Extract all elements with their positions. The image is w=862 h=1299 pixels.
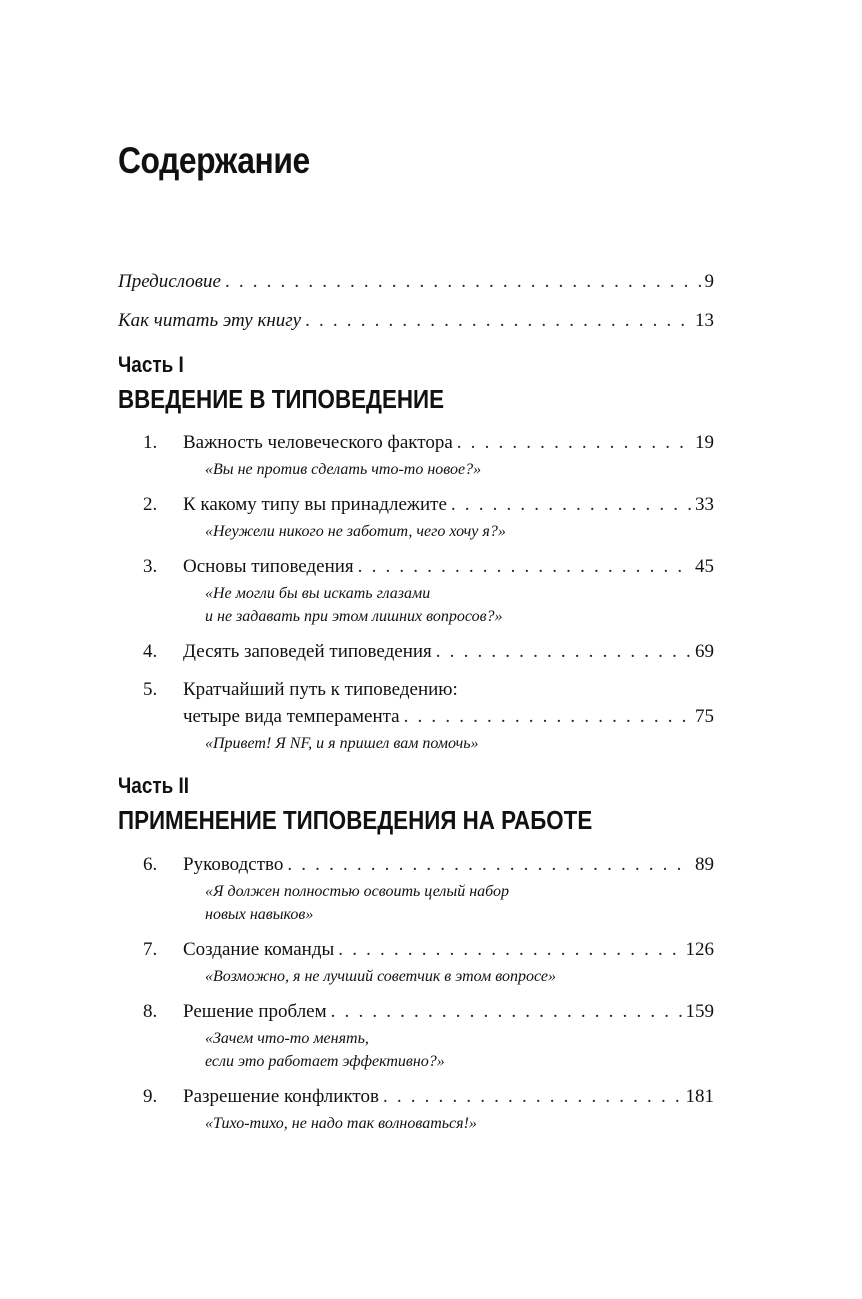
toc-chapter-entry[interactable] (183, 555, 714, 579)
toc-chapter-entry[interactable] (183, 938, 714, 962)
dot-leader (338, 938, 681, 962)
chapter-title: четыре вида темперамента (183, 706, 400, 727)
toc-chapter-entry[interactable] (183, 705, 714, 729)
dot-leader (383, 1085, 682, 1109)
toc-page-number: 9 (704, 271, 714, 292)
dot-leader (305, 309, 691, 333)
toc-page-number: 159 (685, 1001, 714, 1022)
part-label: Часть I (118, 352, 184, 377)
chapter-number: 2. (143, 494, 158, 515)
chapter-subtitle: и не задавать при этом лишних вопросов?» (205, 608, 503, 625)
chapter-subtitle: «Привет! Я NF, и я пришел вам помочь» (205, 735, 479, 752)
chapter-title: Руководство (183, 854, 284, 875)
dot-leader (404, 705, 691, 729)
toc-entry-title: Предисловие (118, 271, 221, 292)
toc-entry-preface[interactable] (118, 270, 714, 294)
chapter-number: 1. (143, 432, 158, 453)
chapter-title: Разрешение конфликтов (183, 1086, 379, 1107)
chapter-subtitle: «Зачем что-то менять, (205, 1030, 369, 1047)
toc-chapter-entry[interactable] (183, 1000, 714, 1024)
dot-leader (436, 640, 691, 664)
toc-page-number: 69 (695, 641, 714, 662)
part-label: Часть II (118, 773, 190, 798)
toc-page-number: 126 (685, 939, 714, 960)
chapter-subtitle: «Не могли бы вы искать глазами (205, 585, 431, 602)
chapter-subtitle: «Возможно, я не лучший советчик в этом вопросе» (205, 968, 556, 985)
toc-page-number: 19 (695, 432, 714, 453)
dot-leader (331, 1000, 682, 1024)
toc-page-number: 45 (695, 556, 714, 577)
toc-chapter-entry[interactable] (183, 493, 714, 517)
chapter-title: Десять заповедей типоведения (183, 641, 432, 662)
chapter-number: 4. (143, 641, 158, 662)
toc-chapter-entry[interactable] (183, 1085, 714, 1109)
dot-leader (287, 853, 691, 877)
part-title: ВВЕДЕНИЕ В ТИПОВЕДЕНИЕ (118, 384, 444, 414)
chapter-title: Создание команды (183, 939, 335, 960)
chapter-number: 6. (143, 854, 158, 875)
dot-leader (225, 270, 701, 294)
chapter-subtitle: «Тихо-тихо, не надо так волноваться!» (205, 1115, 477, 1132)
page-title: Содержание (118, 140, 310, 181)
toc-page-number: 13 (695, 310, 714, 331)
chapter-number: 8. (143, 1001, 158, 1022)
chapter-subtitle: «Неужели никого не заботит, чего хочу я?» (205, 523, 506, 540)
chapter-number: 5. (143, 679, 158, 700)
toc-entry-title: Как читать эту книгу (118, 310, 302, 331)
part-title: ПРИМЕНЕНИЕ ТИПОВЕДЕНИЯ НА РАБОТЕ (118, 805, 593, 835)
chapter-subtitle: если это работает эффективно?» (205, 1053, 445, 1070)
toc-page-number: 33 (695, 494, 714, 515)
toc-chapter-entry[interactable] (183, 640, 714, 664)
toc-chapter-entry[interactable] (183, 853, 714, 877)
chapter-title: К какому типу вы принадлежите (183, 494, 447, 515)
chapter-subtitle: «Вы не против сделать что-то новое?» (205, 461, 482, 478)
chapter-title: Основы типоведения (183, 556, 354, 577)
chapter-title: Важность человеческого фактора (183, 432, 453, 453)
chapter-number: 9. (143, 1086, 158, 1107)
dot-leader (451, 493, 691, 517)
dot-leader (457, 431, 691, 455)
chapter-title: Решение проблем (183, 1001, 327, 1022)
chapter-number: 7. (143, 939, 158, 960)
dot-leader (358, 555, 691, 579)
chapter-number: 3. (143, 556, 158, 577)
toc-page-number: 75 (695, 706, 714, 727)
toc-chapter-entry[interactable] (183, 431, 714, 455)
chapter-subtitle: «Я должен полностью освоить целый набор (205, 883, 509, 900)
toc-entry-how-to-read[interactable] (118, 309, 714, 333)
toc-page-number: 89 (695, 854, 714, 875)
chapter-title-line: Кратчайший путь к типоведению: (183, 679, 458, 700)
chapter-subtitle: новых навыков» (205, 906, 314, 923)
toc-page-number: 181 (685, 1086, 714, 1107)
